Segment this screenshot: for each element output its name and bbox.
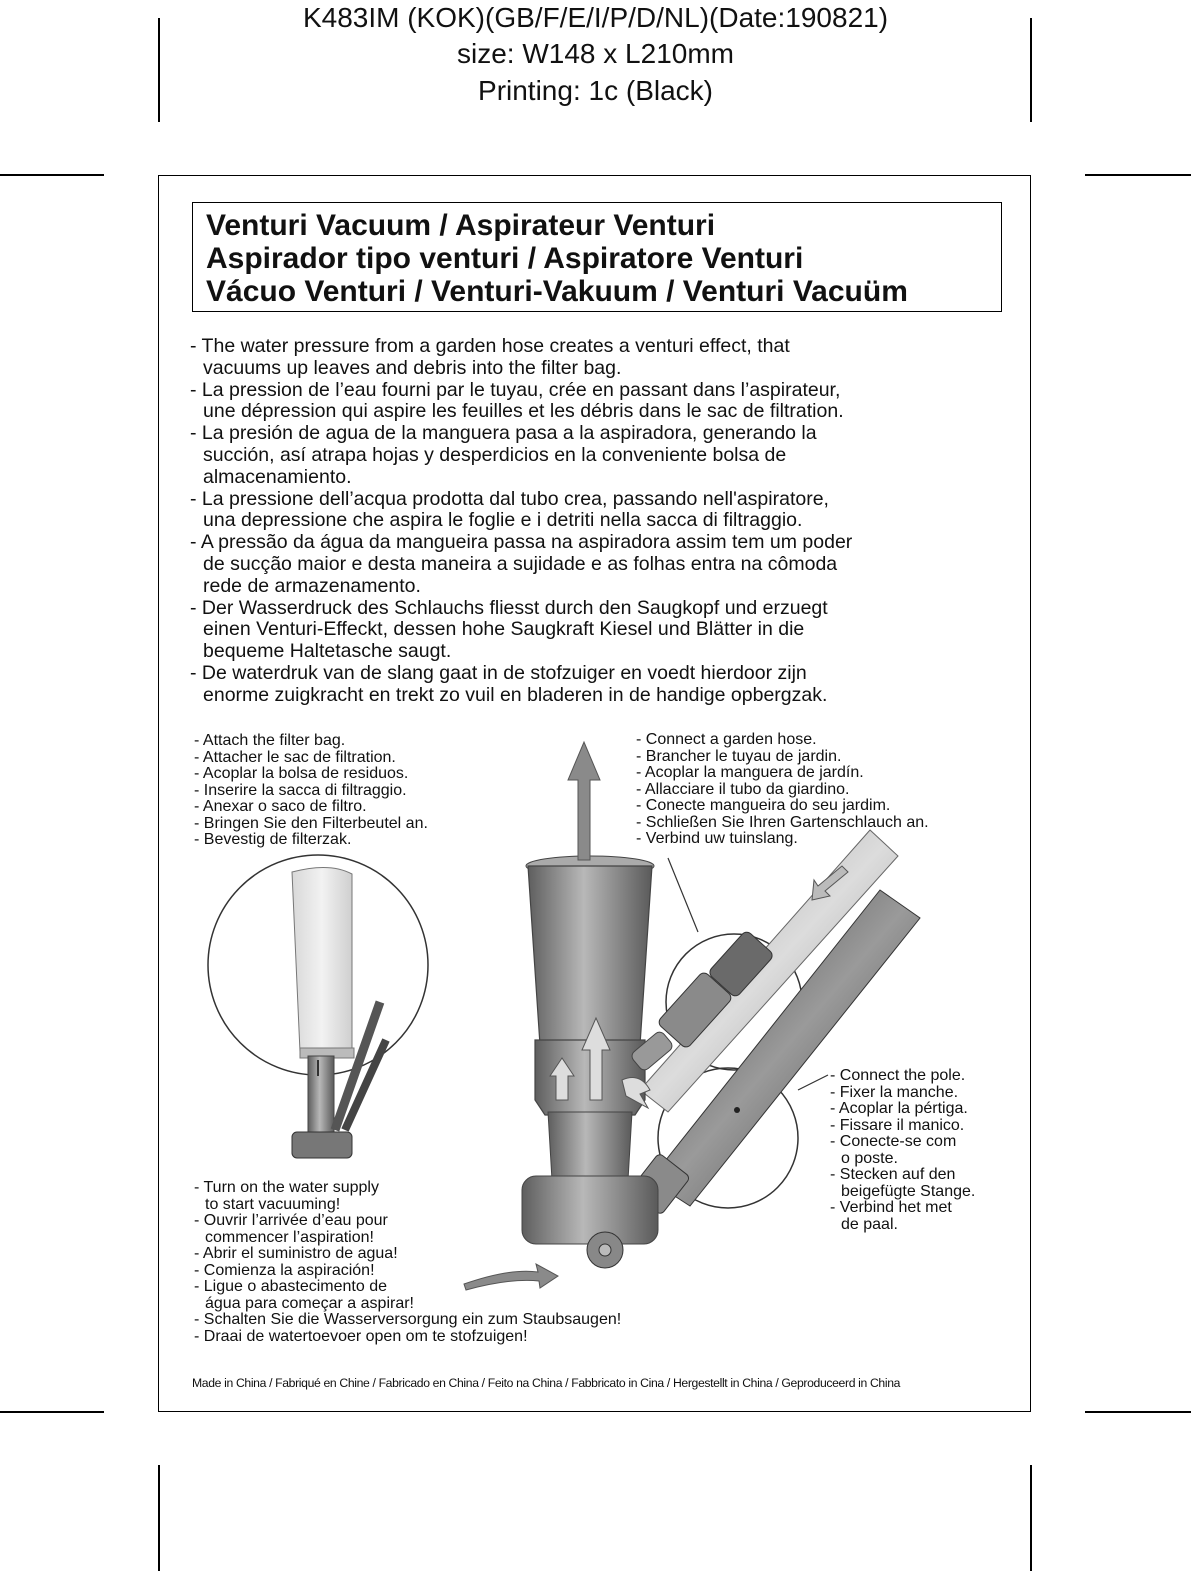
instruction-line: - Brancher le tuyau de jardin. (636, 747, 842, 765)
instruction-line: de paal. (841, 1215, 898, 1233)
header-size: size: W148 x L210mm (457, 38, 734, 69)
intro-line: einen Venturi-Effeckt, dessen hohe Saugkraft Kiesel und Blätter in die (203, 618, 805, 641)
instruction-line: beigefügte Stange. (841, 1182, 976, 1200)
instruction-line: - Anexar o saco de filtro. (194, 798, 367, 815)
page-title-line-3: Vácuo Venturi / Venturi-Vakuum / Venturi Vacuüm (206, 275, 908, 308)
intro-line: una depressione che aspira le foglie e i detriti nella sacca di filtraggio. (203, 509, 803, 532)
instruction-line: to start vacuuming! (205, 1195, 341, 1213)
instruction-line: - Bringen Sie den Filterbeutel an. (194, 814, 428, 832)
intro-line: enorme zuigkracht en trekt zo vuil en bladeren in de handige opbergzak. (203, 683, 828, 706)
instruction-line: - Fixer la manche. (830, 1083, 959, 1101)
instruction-line: - Draai de watertoevoer open om te stofzuigen! (194, 1327, 528, 1345)
intro-line: - La pression de l’eau fourni par le tuyau, crée en passant dans l’aspirateur, (190, 378, 841, 401)
instruction-line: - Verbind het met (830, 1199, 952, 1216)
instruction-line: - Connect a garden hose. (636, 731, 817, 748)
intro-line: - A pressão da água da mangueira passa na aspiradora assim tem um poder (190, 531, 853, 554)
intro-line: rede de armazenamento. (203, 574, 421, 597)
instruction-line: - Acoplar la pértiga. (830, 1100, 968, 1117)
filter-bag-instructions (194, 733, 428, 849)
instruction-line: - Turn on the water supply (194, 1179, 379, 1196)
instruction-line: - Abrir el suministro de agua! (194, 1245, 398, 1262)
instruction-line: - Fissare il manico. (830, 1116, 965, 1134)
header-printing: Printing: 1c (Black) (478, 75, 713, 106)
instruction-line: - Connect the pole. (830, 1067, 966, 1084)
intro-line: - The water pressure from a garden hose creates a venturi effect, that (190, 335, 790, 357)
intro-line: de sucção maior e desta maneira a sujidade e as folhas entra na cômoda (203, 552, 838, 575)
filter-bag-detail (208, 855, 428, 1158)
made-in-footer: Made in China / Fabriqué en Chine / Fabricado en China / Feito na China / Fabbricato in Cina / Hergestellt in China / Geproduceerd in China (192, 1376, 901, 1390)
intro-line: succión, así atrapa hojas y desperdicios en la conveniente bolsa de (203, 443, 787, 466)
instruction-line: - Schließen Sie Ihren Gartenschlauch an. (636, 813, 929, 831)
intro-line: almacenamiento. (203, 465, 352, 488)
pole-instructions (830, 1068, 975, 1233)
instruction-line: - Ligue o abastecimento de (194, 1278, 388, 1295)
instruction-line: - Conecte-se com (830, 1133, 957, 1150)
instruction-line: - Acoplar la manguera de jardín. (636, 764, 864, 781)
page-title-line-2: Aspirador tipo venturi / Aspiratore Venturi (206, 242, 804, 275)
intro-line: - La pressione dell’acqua prodotta dal tubo crea, passando nell'aspiratore, (190, 487, 829, 510)
intro-line: une dépression qui aspire les feuilles et les débris dans le sac de filtration. (203, 400, 844, 423)
instruction-line: commencer l’aspiration! (205, 1228, 374, 1246)
instruction-line: - Bevestig de filterzak. (194, 831, 352, 848)
instruction-line: - Attacher le sac de filtration. (194, 748, 396, 766)
instruction-line: - Stecken auf den (830, 1166, 956, 1183)
garden-hose-instructions (636, 732, 929, 848)
intro-line: vacuums up leaves and debris into the filter bag. (203, 356, 622, 379)
instruction-line: - Schalten Sie die Wasserversorgung ein zum Staubsaugen! (194, 1311, 622, 1328)
intro-line: - Der Wasserdruck des Schlauchs fliesst durch den Saugkopf und erzuegt (190, 596, 828, 619)
intro-line: bequeme Haltetasche saugt. (203, 640, 452, 663)
instruction-line: - Acoplar la bolsa de residuos. (194, 765, 409, 782)
instruction-line: - Conecte mangueira do seu jardim. (636, 797, 891, 814)
instruction-line: - Attach the filter bag. (194, 732, 346, 749)
intro-line: - La presión de agua de la manguera pasa a la aspiradora, generando la (190, 422, 817, 445)
header-code: K483IM (KOK)(GB/F/E/I/P/D/NL)(Date:190821) (302, 2, 889, 33)
page-title-line-1: Venturi Vacuum / Aspirateur Venturi (206, 209, 716, 242)
instruction-line: - Verbind uw tuinslang. (636, 830, 798, 847)
water-supply-instructions (194, 1180, 621, 1345)
instruction-line: - Inserire la sacca di filtraggio. (194, 781, 407, 799)
instruction-line: água para começar a aspirar! (205, 1294, 414, 1312)
instruction-line: - Ouvrir l’arrivée d’eau pour (194, 1212, 388, 1229)
intro-line: - De waterdruk van de slang gaat in de stofzuiger en voedt hierdoor zijn (190, 661, 807, 684)
instruction-line: - Comienza la aspiración! (194, 1261, 375, 1279)
instruction-line: o poste. (841, 1149, 898, 1167)
instruction-line: - Allacciare il tubo da giardino. (636, 780, 850, 798)
